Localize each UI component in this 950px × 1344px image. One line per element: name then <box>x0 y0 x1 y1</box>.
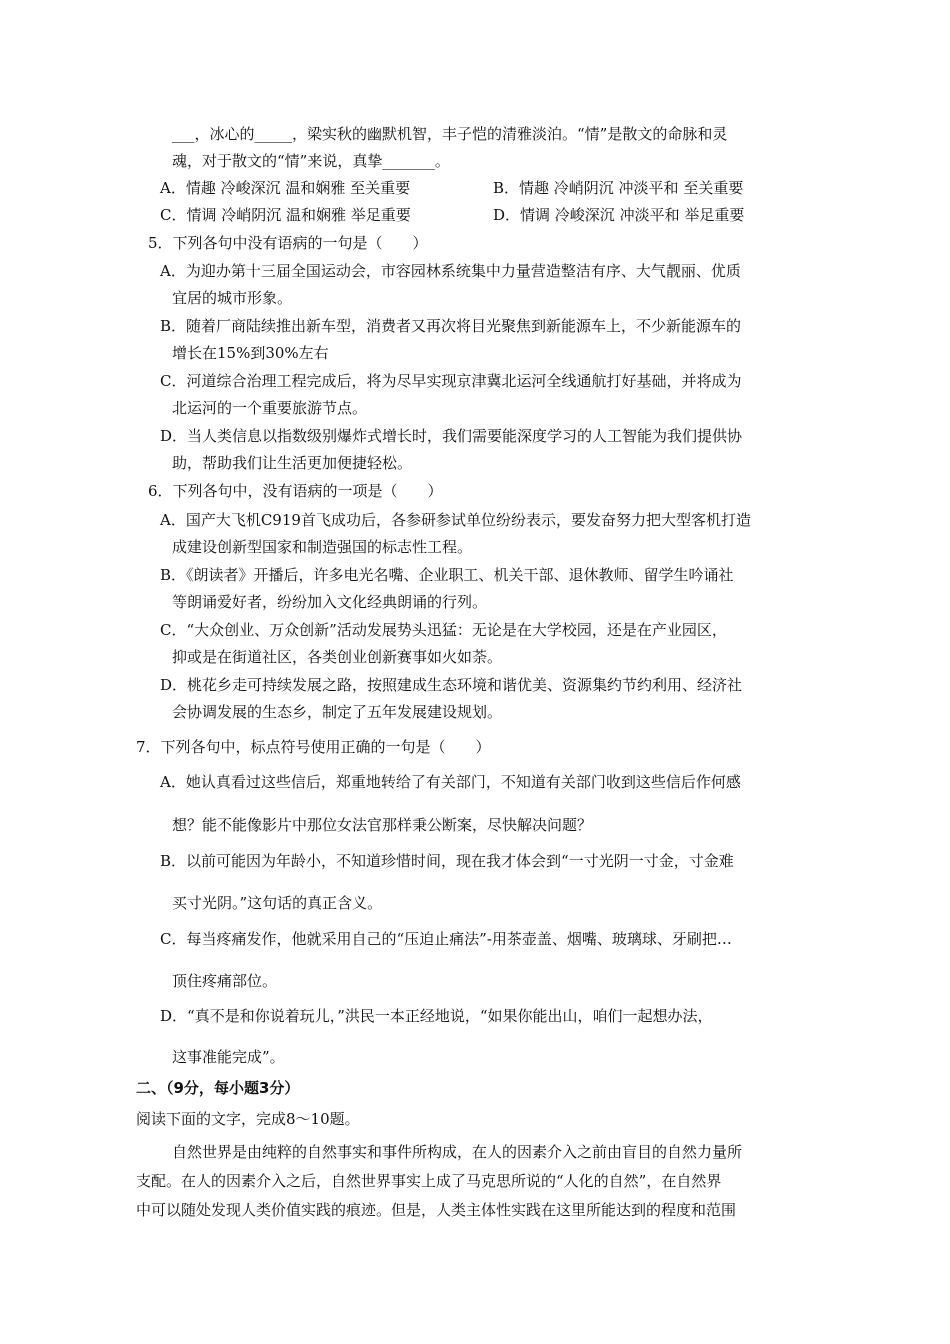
q4-option-d: D．情调 冷峻深沉 冲淡平和 举足重要 <box>493 206 745 224</box>
q6-option-b-line1: B．《朗读者》开播后，许多电光名嘴、企业职工、机关干部、退休教师、留学生吟诵社 <box>160 566 734 584</box>
section-heading: 二、（9分，每小题3分） <box>136 1079 300 1097</box>
q7-option-d-line1: D．“真不是和你说着玩儿，”洪民一本正经地说，“如果你能出山，咱们一起想办法， <box>160 1007 713 1025</box>
q5-stem: 5．下列各句中没有语病的一句是（ ） <box>148 234 428 252</box>
q7-option-b-line1: B．以前可能因为年龄小，不知道珍惜时间，现在我才体会到“一寸光阴一寸金，寸金难 <box>160 852 734 870</box>
q5-option-d-line2: 助，帮助我们让生活更加便捷轻松。 <box>172 454 413 472</box>
q4-option-b: B．情趣 冷峭阴沉 冲淡平和 至关重要 <box>493 179 744 197</box>
q4-stem-line1: ___，冰心的_____，梁实秋的幽默机智，丰子恺的清雅淡泊。“情”是散文的命脉和灵 <box>172 125 728 143</box>
q5-option-a-line1: A．为迎办第十三届全国运动会，市容园林系统集中力量营造整洁有序、大气靓丽、优质 <box>160 262 741 280</box>
q7-option-d-line2: 这事准能完成”。 <box>172 1048 285 1066</box>
q6-option-a-line1: A．国产大飞机C919首飞成功后，各参研参试单位纷纷表示，要发奋努力把大型客机打造 <box>160 511 751 529</box>
q7-option-c-line1: C．每当疼痛发作，他就采用自己的“压迫止痛法”-用茶壶盖、烟嘴、玻璃球、牙刷把… <box>160 930 732 948</box>
q4-option-a: A．情趣 冷峻深沉 温和娴雅 至关重要 <box>160 179 411 197</box>
q6-option-c-line1: C．“大众创业、万众创新”活动发展势头迅猛：无论是在大学校园，还是在产业园区， <box>160 621 727 639</box>
passage-line2: 支配。在人的因素介入之后，自然世界事实上成了马克思所说的“人化的自然”，在自然界 <box>136 1172 722 1190</box>
q5-option-c-line2: 北运河的一个重要旅游节点。 <box>172 399 368 417</box>
q7-stem: 7．下列各句中，标点符号使用正确的一句是（ ） <box>136 738 491 756</box>
q6-option-a-line2: 成建设创新型国家和制造强国的标志性工程。 <box>172 538 473 556</box>
passage-line3: 中可以随处发现人类价值实践的痕迹。但是，人类主体性实践在这里所能达到的程度和范围 <box>136 1201 737 1219</box>
q7-option-a-line1: A．她认真看过这些信后，郑重地转给了有关部门，不知道有关部门收到这些信后作何感 <box>160 773 741 791</box>
q6-option-c-line2: 抑或是在街道社区，各类创业创新赛事如火如荼。 <box>172 648 503 666</box>
q4-stem-line2: 魂，对于散文的“情”来说，真挚_______。 <box>172 152 450 170</box>
q6-option-d-line1: D．桃花乡走可持续发展之路，按照建成生态环境和谐优美、资源集约节约利用、经济社 <box>160 676 743 694</box>
q5-option-d-line1: D．当人类信息以指数级别爆炸式增长时，我们需要能深度学习的人工智能为我们提供协 <box>160 427 743 445</box>
q6-stem: 6．下列各句中，没有语病的一项是（ ） <box>148 482 443 500</box>
passage-line1: 自然世界是由纯粹的自然事实和事件所构成，在人的因素介入之前由盲目的自然力量所 <box>172 1143 743 1161</box>
q5-option-b-line2: 增长在15%到30%左右 <box>172 344 329 362</box>
q6-option-d-line2: 会协调发展的生态乡，制定了五年发展建设规划。 <box>172 703 503 721</box>
q5-option-c-line1: C．河道综合治理工程完成后，将为尽早实现京津冀北运河全线通航打好基础，并将成为 <box>160 372 742 390</box>
q4-option-c: C．情调 冷峭阴沉 温和娴雅 举足重要 <box>160 206 411 224</box>
q7-option-a-line2: 想？能不能像影片中那位女法官那样秉公断案，尽快解决问题？ <box>172 816 593 834</box>
q6-option-b-line2: 等朗诵爱好者，纷纷加入文化经典朗诵的行列。 <box>172 593 488 611</box>
q5-option-b-line1: B．随着厂商陆续推出新车型，消费者又再次将目光聚焦到新能源车上，不少新能源车的 <box>160 317 742 335</box>
q7-option-b-line2: 买寸光阴。”这句话的真正含义。 <box>172 894 383 912</box>
q7-option-c-line2: 顶住疼痛部位。 <box>172 972 278 990</box>
section-instruction: 阅读下面的文字，完成8～10题。 <box>136 1110 360 1128</box>
q5-option-a-line2: 宜居的城市形象。 <box>172 289 293 307</box>
